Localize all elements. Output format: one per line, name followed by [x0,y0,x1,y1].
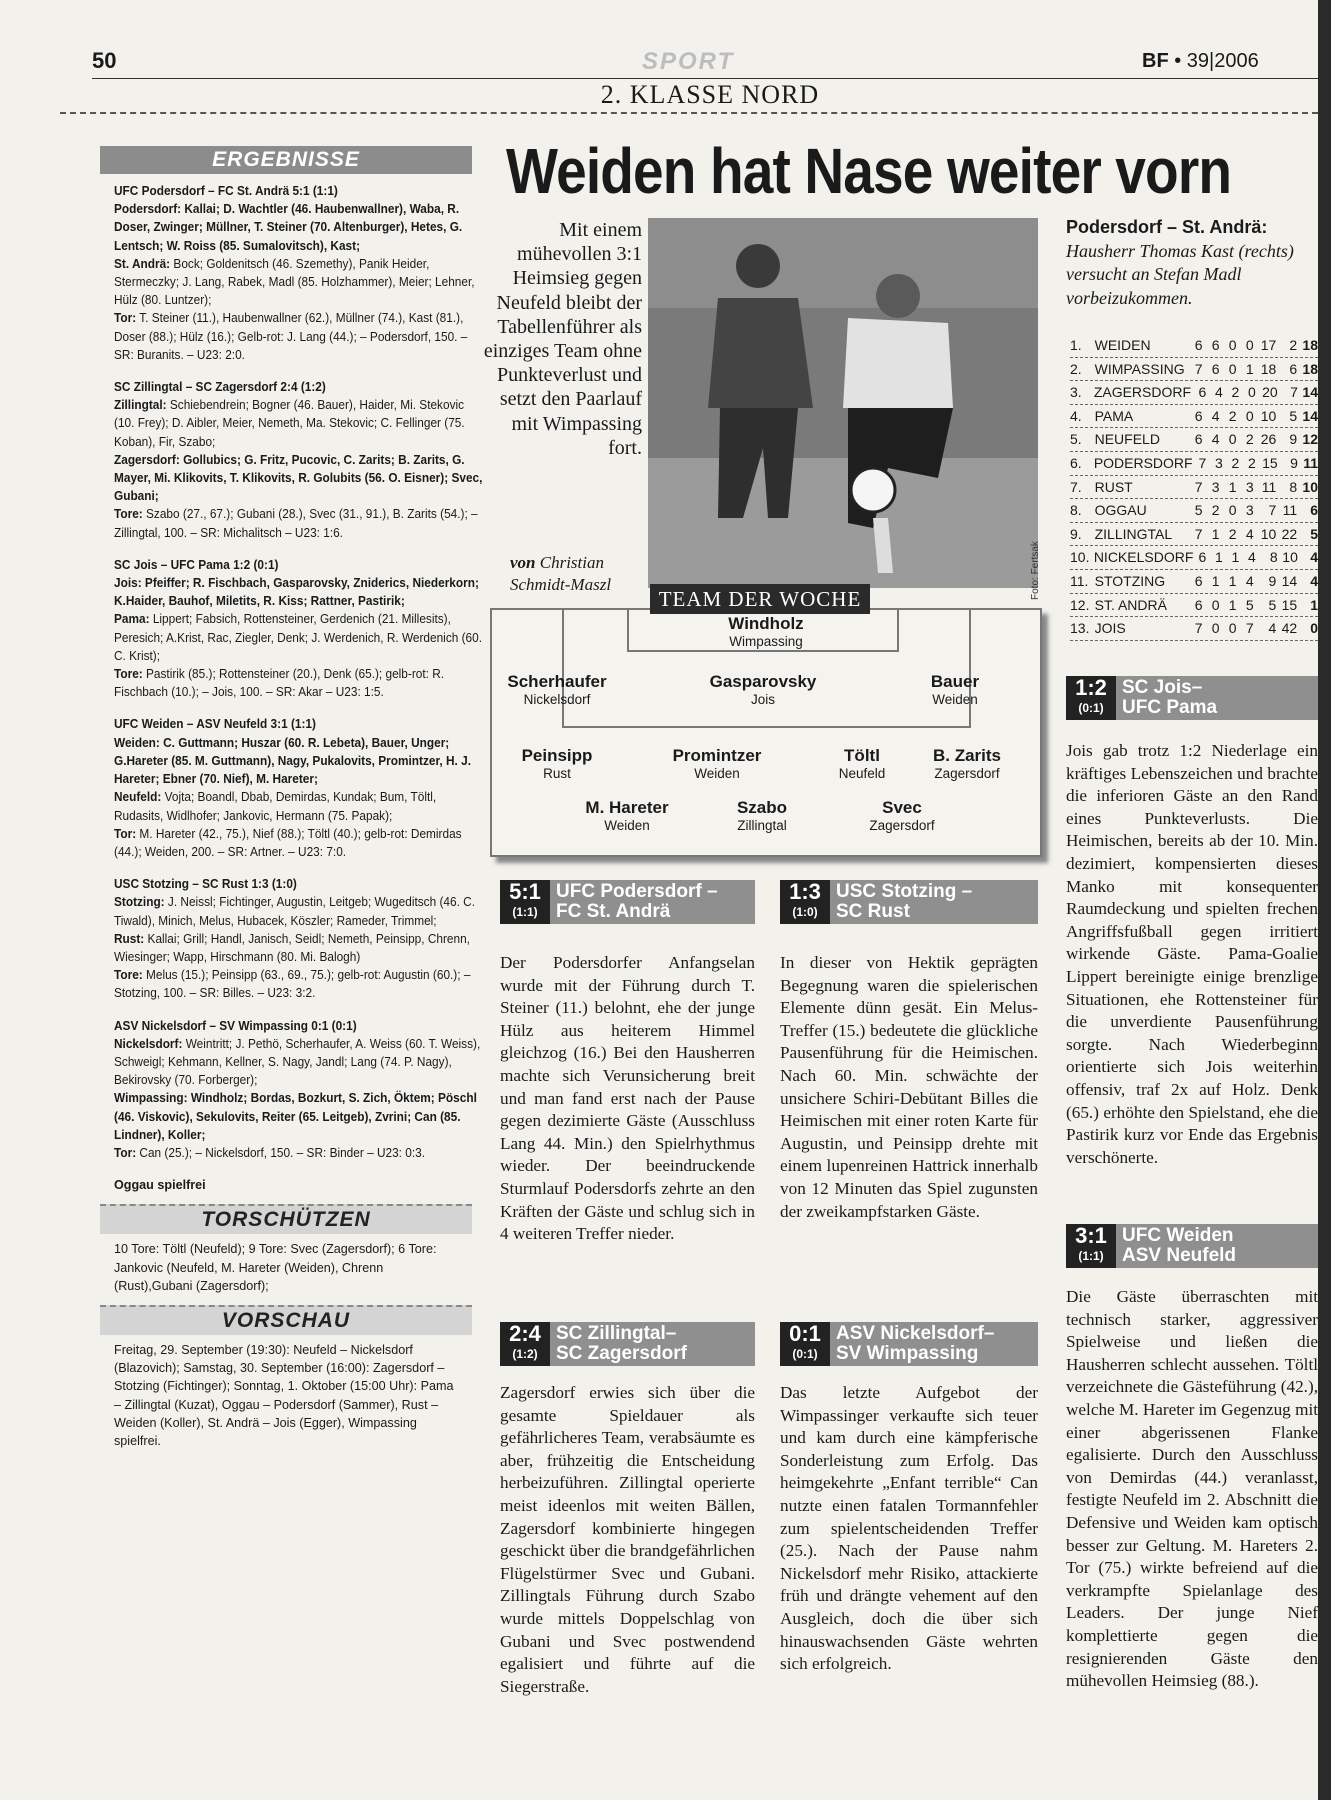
standings-cell: 11 [1282,502,1298,519]
standings-cell: 13. [1070,620,1090,637]
report-text: Das letzte Aufgebot der Wimpassinger verkaufte sich teuer und kam durch eine kämpferische Sonderleistung zum Erfolg. Das heimgekehrte „Enfant terrible“ Can nutzte einen fatalen Tormannfehler zum spielentscheidenden Treffer (25.). Nach der Pause nahm Nickelsdorf mehr Risiko, attackierte früh und drängte vehement auf den Ausgleich, doch die über sich hinauswachsenden Gäste wehrten sich erfolgreich. [780,1383,1038,1674]
article-byline [510,552,636,596]
report-scorebar [780,1322,1038,1366]
standings-cell: 5 [1310,525,1318,542]
team-home: USC Stotzing – [836,881,973,902]
standings-cell: 15 [1262,454,1278,471]
article-headline: Weiden hat Nase weiter vorn [506,135,1232,207]
standings-cell: 1 [1228,596,1237,613]
standings-cell: 2 [1245,431,1254,448]
standings-cell: 6. [1070,454,1082,471]
result-block [114,182,485,364]
team-of-week-title: TEAM DER WOCHE [650,584,870,614]
result-line [114,1144,485,1162]
standings-cell: 0 [1228,337,1237,353]
standings-cell: 6 [1194,596,1203,613]
standings-row [1070,570,1318,594]
standings-row [1070,358,1318,382]
report-text: Zagersdorf erwies sich über die gesamte Spieldauer als gefährlicheres Team, verabsäumte es aber, frühzeitig die Entscheidung herbeizuführen. Zillingtal operierte meist ideenlos mit weiten Bällen, Zagersdorf kombinierte hingegen geschickt über die brandgefährlichen Flügelstürmer Svec und Gubani. Zillingtals Führung durch Szabo wurde mittels Doppelschlag von Gubani und Svec postwendend egalisiert und führte auf die Siegerstraße. [500,1383,755,1696]
team-away: SC Zagersdorf [556,1343,687,1364]
team-of-week-player [698,672,828,707]
result-line [114,505,485,541]
standings-cell: 9. [1070,525,1082,542]
result-line [114,966,485,1002]
report-text: Der Podersdorfer Anfangselan wurde mit der Führung durch T. Steiner (11.) belohnt, ehe der junge Hülz aus heiterem Himmel gleichzog (16.) Bei den Hausherren machte sich Verunsicherung breit und man fand erst nach der Pause gegen dezimierte Gäste (Ausschluss Lang 44. Min.) den Spielrhythmus wieder. Der beeindruckende Sturmlauf Podersdorfs zehrte an den Kräften der Gäste und schlug sich in 4 weiteren Treffer nieder. [500,953,755,1244]
standings-cell: 10 [1302,478,1318,495]
result-title: UFC Weiden – ASV Neufeld 3:1 (1:1) [114,717,316,732]
standings-cell: 6 [1194,572,1203,589]
standings-cell: 26 [1260,431,1277,448]
standings-cell: STOTZING [1094,572,1166,589]
standings-cell: 2 [1231,454,1240,471]
final-score: 5:1 [509,879,541,904]
result-line [114,255,485,310]
spielfrei-note: Oggau spielfrei [114,1178,206,1193]
standings-cell: 5 [1268,596,1277,613]
result-line [114,893,485,929]
result-line-text: J. Neissl; Fichtinger, Augustin, Leitgeb; Wugeditsch (46. C. Tiwald), Minich, Melus, Hubacek, Köszler; Rameder, Trimmel; [114,895,475,928]
team-of-week-player [652,746,782,781]
result-line-text: T. Steiner (11.), Haubenwallner (62.), Müllner (74.), Kast (81.), Doser (88.); Hülz (16.); Gelb-rot: J. Lang (44.); – Podersdorf, 150. – SR: Buranits. – U23: 2:0. [114,311,468,362]
standings-cell: 0 [1310,620,1318,637]
standings-cell: OGGAU [1094,502,1147,519]
byline-prefix: von [510,553,536,572]
standings-cell: 18 [1302,360,1318,377]
standings-cell: RUST [1094,478,1133,495]
page-edge-shadow [1318,0,1331,1800]
standings-cell: 18 [1302,337,1318,353]
score-box [780,1322,830,1366]
standings-cell: JOIS [1094,620,1126,637]
standings-cell: 4 [1245,525,1254,542]
standings-cell: 4 [1310,549,1318,566]
team-of-week-player [837,798,967,833]
player-name: Gasparovsky [709,672,817,691]
result-title: SC Jois – UFC Pama 1:2 (0:1) [114,557,279,572]
result-line-text: Lippert; Fabsich, Rottensteiner, Gerdenich (21. Millesits), Peresich; A.Krist, Rac, Ziegler, Denk; J. Werdenich, R. Werdenich (60. C. Krist); [114,612,483,663]
match-teams [830,1322,1038,1366]
standings-cell: 6 [1289,360,1298,377]
standings-cell: PODERSDORF [1093,454,1193,471]
result-line-text: Vojta; Boandl, Dbab, Demirdas, Kundak; Bum, Töltl, Rudasits, Widlhofer; Jankovic, Hermann (75. Papak); [114,790,437,823]
header-rule [92,78,1318,79]
standings-cell: 6 [1194,337,1203,353]
scorers-banner: TORSCHÜTZEN [100,1204,472,1234]
standings-cell: 4 [1245,572,1254,589]
standings-cell: 3 [1245,502,1254,519]
team-of-week-player [890,672,1020,707]
standings-cell: ST. ANDRÄ [1094,596,1167,613]
result-block [114,875,485,1002]
report-text: In dieser von Hektik geprägten Begegnung waren die spielerischen Elemente dünn gesät. Ein Melus-Treffer (15.) bedeutete die glückliche Pausenführung für die Heimischen. Nach 60. Min. schwächte der unsichere Schiri-Debütant Billes die Heimischen mit einer roten Karte für Augustin, und Peinsipp drehte mit einem lupenreinen Hattrick innerhalb von 12 Minuten das Spiel zugunsten der zweikampfstarken Gäste. [780,953,1038,1221]
standings-cell: 8 [1289,478,1298,495]
report-scorebar [1066,676,1318,720]
header-dashed-rule [60,112,1318,114]
standings-cell: 3 [1211,478,1220,495]
standings-cell: 9 [1268,572,1277,589]
standings-cell: 2 [1289,337,1298,353]
standings-cell: ZAGERSDORF [1093,384,1192,401]
player-club: Nickelsdorf [523,692,591,707]
standings-cell: 1 [1214,549,1223,566]
results-list [100,182,483,1162]
standings-cell: 7 [1194,525,1203,542]
standings-cell: 4 [1211,407,1220,424]
result-line-head: Pama: [114,612,150,627]
standings-cell: 1. [1070,337,1082,353]
standings-cell: 5. [1070,431,1082,448]
standings-cell: WIMPASSING [1094,360,1185,377]
standings-cell: 3 [1214,454,1223,471]
results-banner: ERGEBNISSE [100,146,472,174]
player-name: M. Hareter [585,798,669,817]
standings-cell: WEIDEN [1094,337,1151,353]
result-line [114,396,485,451]
team-of-week-player [902,746,1032,781]
final-score: 1:3 [789,879,821,904]
standings-row [1070,594,1318,618]
result-title: ASV Nickelsdorf – SV Wimpassing 0:1 (0:1) [114,1018,357,1033]
standings-cell: 1 [1211,525,1220,542]
standings-cell: 2 [1211,502,1220,519]
standings-table [1070,334,1318,641]
score-box [500,1322,550,1366]
standings-cell: 15 [1281,596,1298,613]
match-teams [1116,676,1318,720]
standings-row [1070,381,1318,405]
result-block [114,715,485,861]
standings-cell: 17 [1260,337,1277,353]
result-line-head: St. Andrä: [114,256,171,271]
final-score: 2:4 [509,1321,541,1346]
match-photo [648,218,1038,588]
score-box [1066,676,1116,720]
results-sidebar [100,146,483,1460]
report-scorebar [500,1322,755,1366]
score-box [1066,1224,1116,1268]
team-away: FC St. Andrä [556,901,671,922]
standings-cell: 10 [1282,549,1298,566]
standings-cell: 4 [1211,431,1220,448]
standings-cell: 6 [1194,407,1203,424]
final-score: 3:1 [1075,1223,1107,1248]
result-line-head: Nickelsdorf: [114,1036,183,1051]
report-scorebar [1066,1224,1318,1268]
player-name: Töltl [844,746,880,765]
result-line [114,610,485,665]
standings-cell: 1 [1228,478,1237,495]
standings-cell: 1 [1231,549,1240,566]
standings-cell: 1 [1245,360,1254,377]
team-of-week-box [490,608,1042,857]
standings-cell: 10 [1260,407,1277,424]
player-club: Weiden [604,818,650,833]
result-line [114,930,485,966]
standings-cell: 22 [1281,525,1298,542]
league-title: 2. KLASSE NORD [600,80,820,109]
report-scorebar [500,880,755,924]
standings-cell: 7 [1198,454,1207,471]
caption-text: Hausherr Thomas Kast (rechts) versucht an Stefan Madl vorbeizukommen. [1066,240,1294,308]
standings-cell: 7 [1245,620,1254,637]
result-line-head: Neufeld: [114,790,162,805]
standings-cell: 0 [1228,502,1237,519]
result-line-text: Weintritt; J. Pethö, Scherhaufer, A. Weiss (60. T. Weiss), Schweigl; Kehmann, Kellner, S. Nagy, Jandl; Lang (74. P. Nagy), Bekirovsky (70. Forberger); [114,1036,481,1088]
standings-cell: 5 [1194,502,1203,519]
standings-cell: NEUFELD [1094,431,1160,448]
standings-cell: PAMA [1094,407,1134,424]
photo-credit: Foto: Fertsak [1030,541,1041,600]
result-line-text: Bock; Goldenitsch (46. Szemethy), Panik Heider, Stermeczky; J. Lang, Rabek, Madl (85. Holzhammer), Meier; Lehner, Hülz (80. Luntzer); [114,256,475,308]
standings-cell: 0 [1211,596,1220,613]
result-block [114,1017,485,1163]
standings-cell: 4 [1268,620,1277,637]
standings-cell: 7 [1268,502,1277,519]
standings-cell: 14 [1302,384,1318,401]
player-club: Zagersdorf [869,818,935,833]
standings-cell: 6 [1194,431,1203,448]
player-club: Weiden [694,766,740,781]
half-time-score: (1:2) [512,1347,538,1361]
player-name: Szabo [736,798,788,817]
preview-banner: VORSCHAU [100,1305,472,1335]
standings-row [1070,499,1318,523]
standings-row [1070,617,1318,641]
article-intro: Mit einem mühevollen 3:1 Heimsieg gegen Neufeld bleibt der Tabellenführer als einziges Team ohne Punkteverlust und setzt den Paarlauf mit Wimpassing fort. [483,219,642,459]
match-teams [830,880,1038,924]
player-name: B. Zarits [932,746,1002,765]
report-scorebar [780,880,1038,924]
standings-row [1070,405,1318,429]
result-line-head: Stotzing: [114,895,165,910]
standings-cell: 4 [1214,384,1223,401]
standings-cell: 14 [1281,572,1298,589]
result-line-head: Tore: [114,667,143,682]
score-box [500,880,550,924]
player-name: Windholz [728,614,804,633]
standings-cell: 3. [1070,384,1082,401]
half-time-score: (0:1) [792,1347,818,1361]
result-line-head: Tor: [114,1145,137,1160]
standings-cell: 4 [1310,572,1318,589]
standings-cell: 2 [1231,384,1240,401]
player-name: Svec [882,798,922,817]
result-line [114,309,485,364]
standings-cell: 9 [1290,454,1298,471]
standings-cell: 2 [1228,407,1237,424]
team-away: SV Wimpassing [836,1343,979,1364]
final-score: 1:2 [1075,675,1107,700]
standings-cell: NICKELSDORF [1093,549,1194,566]
player-club: Zagersdorf [934,766,1000,781]
player-club: Weiden [932,692,978,707]
standings-row [1070,452,1318,476]
team-away: SC Rust [836,901,910,922]
team-of-week-player [492,672,622,707]
result-line-head: Zillingtal: [114,398,167,413]
issue-info: BF • 39|2006 [1142,50,1259,72]
standings-cell: 14 [1302,407,1318,424]
standings-cell: 2 [1247,454,1256,471]
player-club: Rust [543,766,571,781]
byline-author: Christian Schmidt-Maszl [510,553,612,594]
player-club: Wimpassing [729,634,803,649]
team-away: UFC Pama [1122,697,1218,718]
team-home: ASV Nickelsdorf– [836,1323,995,1344]
standings-cell: 0 [1247,384,1256,401]
player-name: Bauer [930,672,980,691]
result-line-head: Tore: [114,968,143,983]
match-teams [550,1322,755,1366]
match-teams [1116,1224,1318,1268]
standings-cell: 20 [1262,384,1278,401]
scorers-text: 10 Tore: Töltl (Neufeld); 9 Tore: Svec (Zagersdorf); 6 Tore: Jankovic (Neufeld, M. Hareter (Weiden), Chrenn (Rust),Gubani (Zagersdorf); [114,1242,437,1293]
result-block [114,556,485,702]
result-line [114,1035,485,1090]
player-name: Scherhaufer [507,672,607,691]
standings-cell: 12 [1302,431,1318,448]
standings-cell: 2. [1070,360,1082,377]
result-line: Jois: Pfeiffer; R. Fischbach, Gasparovsky, Zniderics, Niederkorn; K.Haider, Bauhof, Miletits, R. Kiss; Rattner, Pastirik; [114,576,479,609]
report-text: Die Gäste überraschten mit technisch starker, aggressiver Spielweise und ließen die Hausherren schlecht aussehen. Töltl verzeichnete die Gästeführung (42.), welche M. Hareter im Gegenzug mit einer abgerissenen Flanke egalisierte. Durch den Ausschluss von Demirdas (44.) veranlasst, festigte Neufeld im 2. Abschnitt die Defensive und Weiden kam optisch besser zur Geltung. M. Hareters 2. Tor (75.) wirkte befreiend auf die verkrampfte Spielanlage des Leaders. Der junge Nief komplettierte gegen die resignierenden Gäste den mühevollen Heimsieg (88.). [1066,1287,1318,1691]
result-line-text: Szabo (27., 67.); Gubani (28.), Svec (31., 91.), B. Zarits (54.); – Zillingtal, 100. – SR: Michalitsch – U23: 1:6. [114,507,478,540]
result-line [114,825,485,861]
standings-cell: 42 [1281,620,1298,637]
player-club: Jois [750,692,775,707]
caption-head: Podersdorf – St. Andrä: [1066,217,1268,237]
result-title: UFC Podersdorf – FC St. Andrä 5:1 (1:1) [114,184,338,198]
result-line-text: Kallai; Grill; Handl, Janisch, Seidl; Nemeth, Peinsipp, Chrenn, Wiesinger; Wapp, Hirschmann (80. Mi. Balogh) [114,931,470,964]
standings-cell: 6 [1198,384,1207,401]
score-box [780,880,830,924]
standings-cell: 1 [1228,572,1237,589]
player-name: Peinsipp [521,746,593,765]
result-line-head: Tor: [114,826,137,841]
half-time-score: (0:1) [1078,701,1104,715]
result-line-text: Can (25.); – Nickelsdorf, 150. – SR: Binder – U23: 0:3. [136,1145,426,1160]
standings-cell: 6 [1211,360,1220,377]
standings-cell: ZILLINGTAL [1094,525,1173,542]
result-line [114,788,485,824]
team-of-week-player [492,746,622,781]
result-line: Weiden: C. Guttmann; Huszar (60. R. Lebeta), Bauer, Unger; G.Hareter (85. M. Guttmann), Nagy, Pukalovits, Promintzer, H. J. Hareter; Ebner (70. Nief), M. Hareter; [114,735,471,787]
standings-cell: 5 [1289,407,1298,424]
standings-cell: 0 [1228,431,1237,448]
result-line-head: Tor: [114,311,137,326]
players-photo-illustration [648,218,1038,588]
standings-cell: 1 [1310,596,1318,613]
team-home: SC Jois– [1122,677,1203,698]
standings-cell: 0 [1245,337,1254,353]
result-line-head: Rust: [114,931,145,946]
standings-cell: 0 [1211,620,1220,637]
issue-number: 39|2006 [1186,50,1259,72]
section-title: SPORT [642,48,735,75]
photo-caption [1066,216,1316,310]
standings-cell: 12. [1070,596,1090,613]
standings-row [1070,428,1318,452]
result-line-head: Tore: [114,507,143,522]
standings-cell: 0 [1228,620,1237,637]
team-of-week-player [697,798,827,833]
preview-text: Freitag, 29. September (19:30): Neufeld – Nickelsdorf (Blazovich); Samstag, 30. September (16:00): Zagersdorf – Stotzing (Fichtinger); Sonntag, 1. Oktober (15:00 Uhr): Pama – Zillingtal (Kuzat), Oggau – Podersdorf (Sammer), Rust – Weiden (Koller), St. Andrä – Jois (Egger), Wimpassing spielfrei. [114,1342,454,1448]
standings-cell: 0 [1228,360,1237,377]
standings-row [1070,523,1318,547]
player-name: Promintzer [672,746,762,765]
result-line-text: M. Hareter (42., 75.), Nief (88.); Töltl (40.); gelb-rot: Demirdas (44.); Weiden, 200. – SR: Artner. – U23: 7:0. [114,826,462,859]
standings-cell: 1 [1211,572,1220,589]
standings-cell: 9 [1289,431,1298,448]
standings-row [1070,476,1318,500]
standings-cell: 0 [1245,407,1254,424]
standings-cell: 10 [1260,525,1277,542]
result-line-text: Melus (15.); Peinsipp (63., 69., 75.); gelb-rot: Augustin (60.); – Stotzing, 100. – SR: Billes. – U23: 3:2. [114,968,471,1001]
result-line: Zagersdorf: Gollubics; G. Fritz, Pucovic, C. Zarits; B. Zarits, G. Mayer, Mi. Klikovits, T. Klikovits, R. Golubits (56. O. Eisner); Svec, Gubani; [114,452,483,504]
standings-cell: 5 [1245,596,1254,613]
half-time-score: (1:0) [792,905,818,919]
keeper [492,614,1040,649]
standings-cell: 6 [1198,549,1207,566]
standings-cell: 10. [1070,549,1090,566]
standings-cell: 7 [1194,360,1203,377]
team-home: UFC Weiden [1122,1225,1234,1246]
result-line-text: Schiebendrein; Bogner (46. Bauer), Haider, Mi. Stekovic (10. Frey); D. Aibler, Meier, Nemeth, Ma. Stekovic; C. Fellinger (75. Koban), Fir, Szabo; [114,398,465,449]
standings-cell: 7 [1194,620,1203,637]
standings-cell: 11 [1303,454,1318,471]
standings-cell: 4 [1247,549,1256,566]
standings-cell: 8. [1070,502,1082,519]
publication-name: BF [1142,50,1169,72]
report-text: Jois gab trotz 1:2 Niederlage ein kräftiges Lebenszeichen und brachte die inferioren Gäste an den Rand eines Punkteverlusts. Die Heimischen, bereits ab der 10. Min. dezimiert, kompensierten dieses Manko mit konsequenter Raumdeckung und spielten frechen Angriffsfußball gegen irritiert wirkende Gäste. Pama-Goalie Lippert bereinigte einige brenzlige Situationen, ehe Rottensteiner für die unverdiente Pausenführung sorgte. Nach Wiederbeginn orientierte sich Jois weiterhin offensiv, traf 2x auf Holz. Denk (65.) erhöhte den Spielstand, ehe die Pastirik kurz vor Ende das Ergebnis verschönerte. [1066,741,1318,1167]
standings-row [1070,546,1318,570]
standings-cell: 6 [1211,337,1220,353]
standings-cell: 3 [1245,478,1254,495]
result-line: Podersdorf: Kallai; D. Wachtler (46. Haubenwallner), Waba, R. Doser, Zwinger; Müllner, T. Steiner (70. Altenburger), Hetes, G. Lentsch; W. Roiss (85. Sumalovitsch), Kast; [114,202,463,253]
standings-cell: 6 [1310,502,1318,519]
standings-cell: 4. [1070,407,1082,424]
half-time-score: (1:1) [512,905,538,919]
result-block [114,378,485,542]
team-of-week-player [562,798,692,833]
standings-cell: 2 [1228,525,1237,542]
player-club: Neufeld [838,766,886,781]
team-home: SC Zillingtal– [556,1323,677,1344]
player-club: Zillingtal [737,818,787,833]
standings-cell: 11. [1070,572,1089,589]
standings-cell: 8 [1269,549,1278,566]
standings-cell: 18 [1260,360,1277,377]
result-line [114,665,485,701]
standings-cell: 7 [1290,384,1298,401]
half-time-score: (1:1) [1078,1249,1104,1263]
standings-cell: 7 [1194,478,1203,495]
result-line-text: Pastirik (85.); Rottensteiner (20.), Denk (65.); gelb-rot: R. Fischbach (10.); – Jois, 100. – SR: Akar – U23: 1:5. [114,667,445,700]
standings-cell: 7. [1070,478,1082,495]
standings-row [1070,334,1318,358]
page-number: 50 [92,48,117,73]
final-score: 0:1 [789,1321,821,1346]
result-title: SC Zillingtal – SC Zagersdorf 2:4 (1:2) [114,380,326,395]
result-title: USC Stotzing – SC Rust 1:3 (1:0) [114,877,297,892]
team-home: UFC Podersdorf – [556,881,718,902]
standings-cell: 11 [1261,478,1277,495]
match-teams [550,880,755,924]
result-line: Wimpassing: Windholz; Bordas, Bozkurt, S. Zich, Öktem; Pöschl (46. Viskovic), Sekulovits, Reiter (65. Leitgeb), Zvrini; Can (85. Lindner), Koller; [114,1091,477,1142]
team-away: ASV Neufeld [1122,1245,1237,1266]
